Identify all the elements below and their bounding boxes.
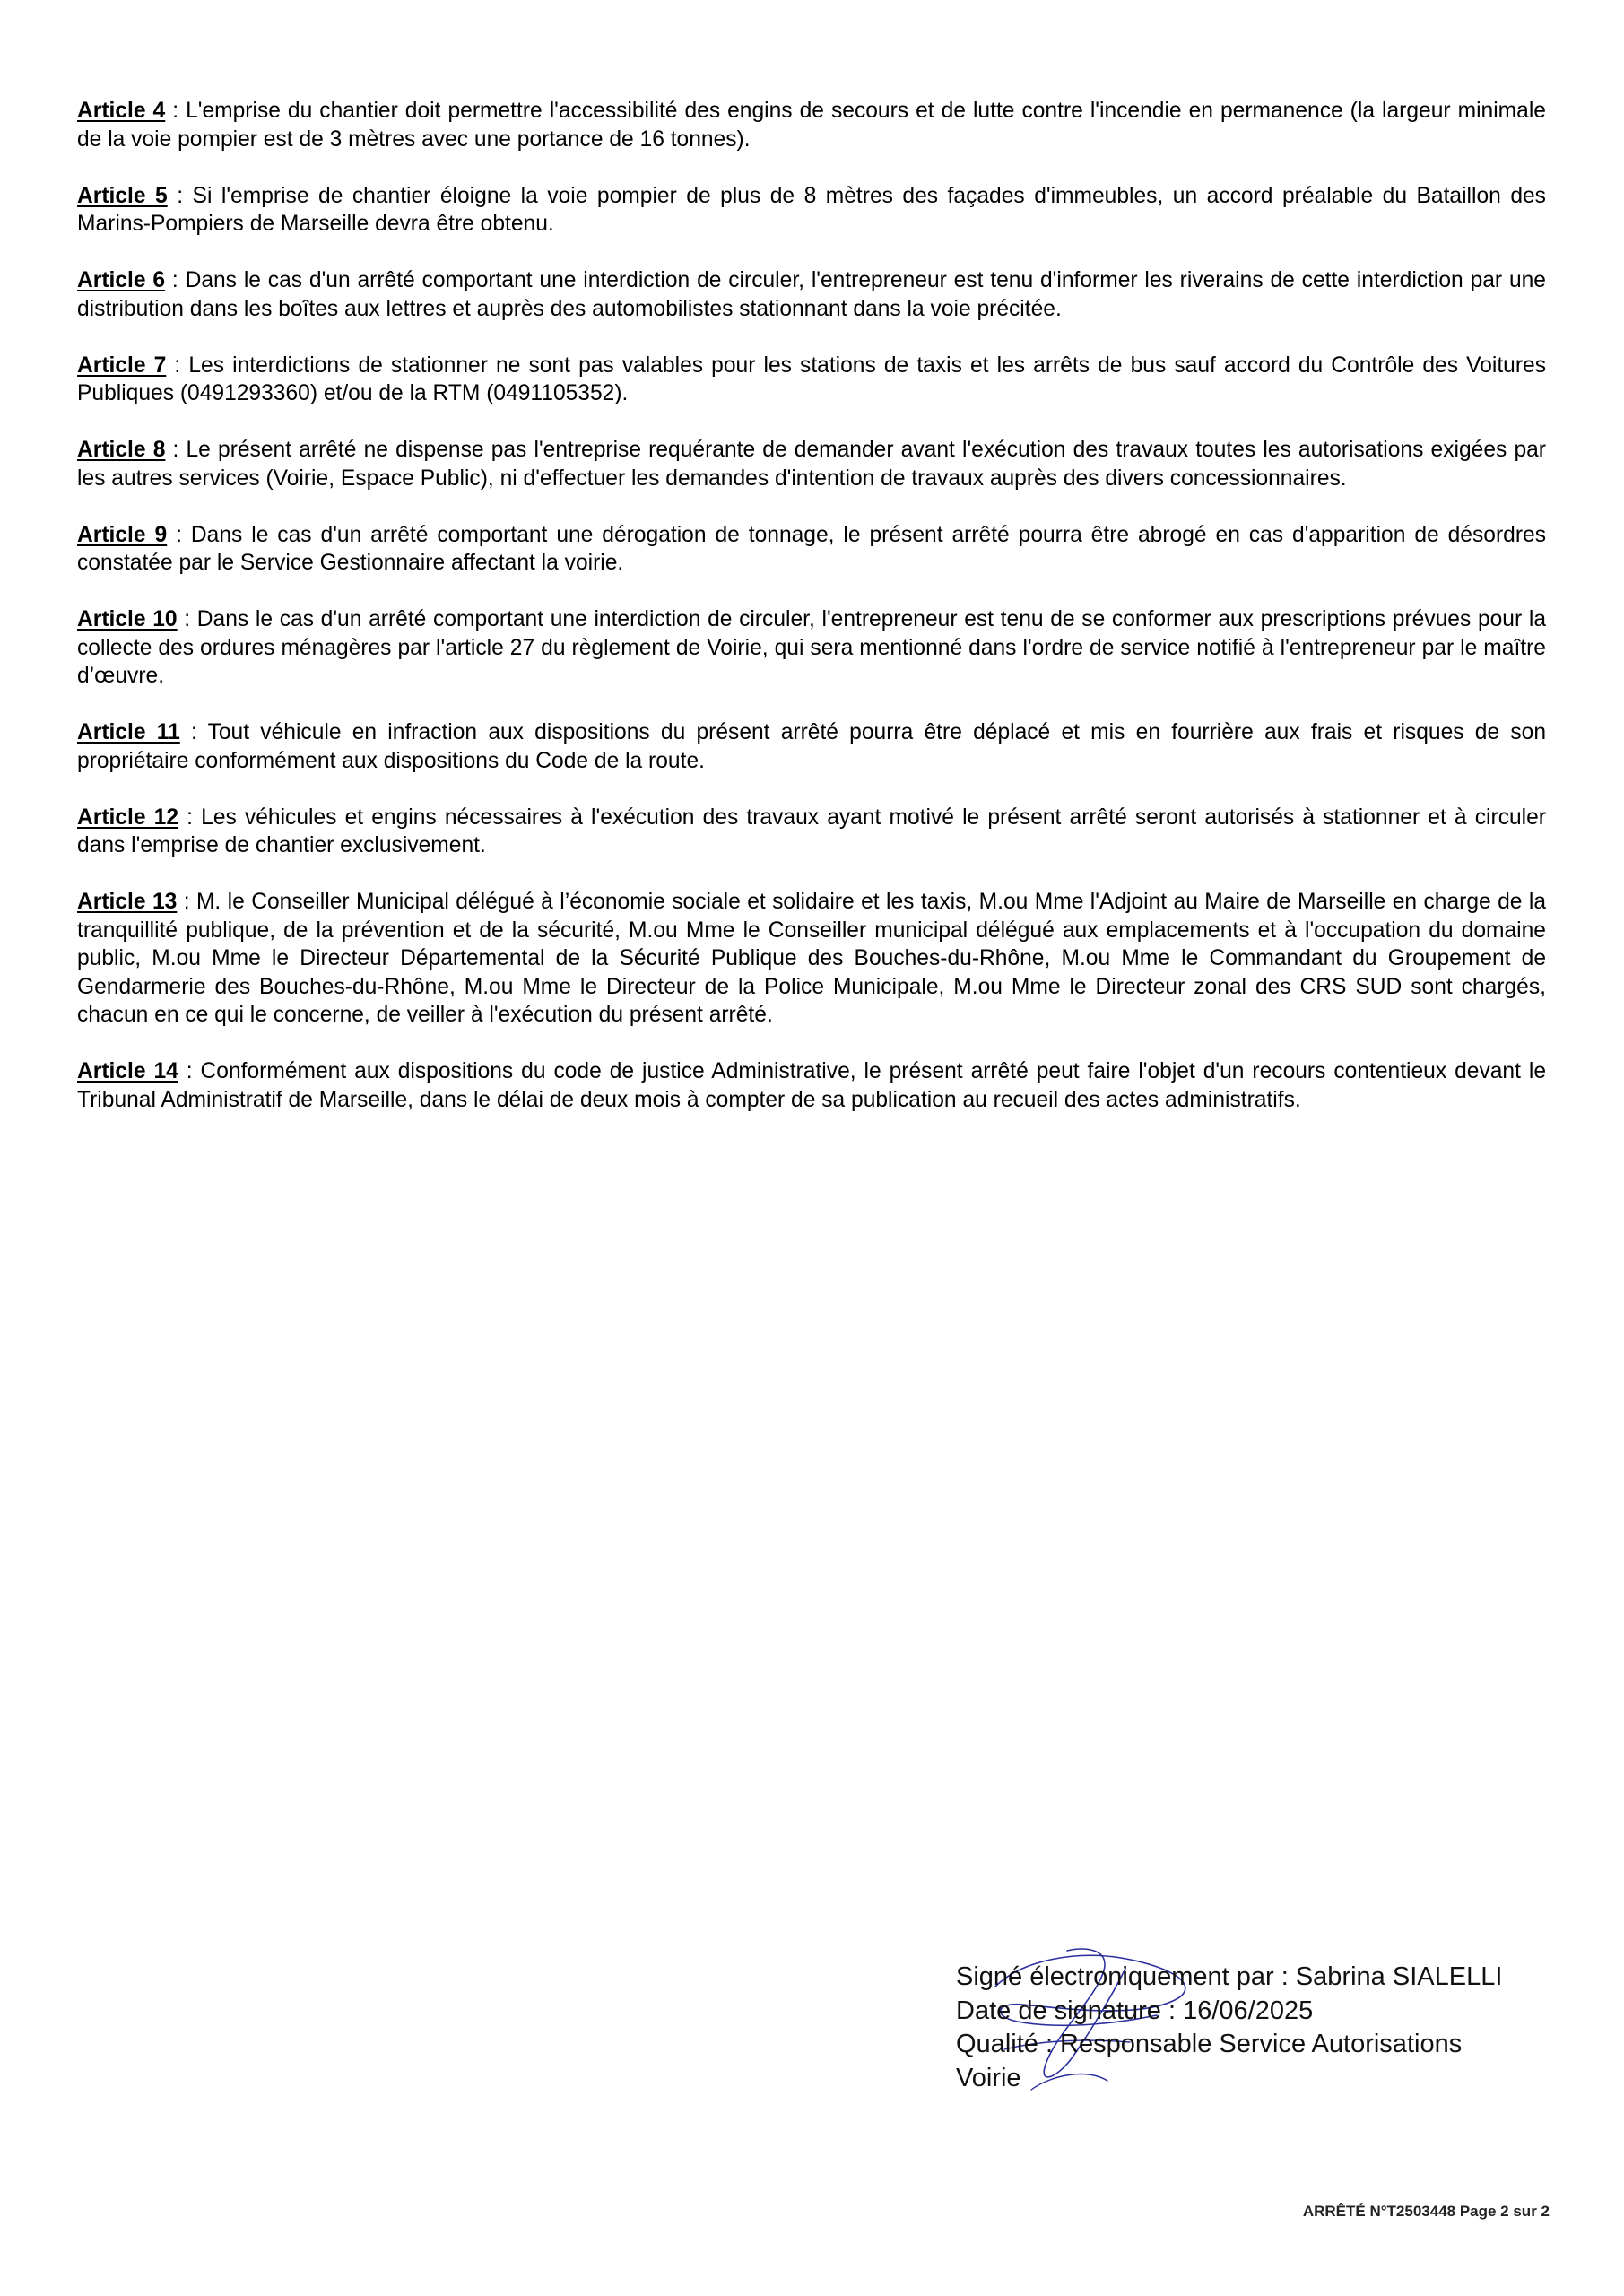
article-7 <box>77 352 1546 408</box>
article-text: : Tout véhicule en infraction aux dispositions du présent arrêté pourra être déplacé et mis en fourrière aux frais et risques de son propriétaire conformément aux dispositions du Code de la route. <box>77 720 1546 773</box>
article-text: : M. le Conseiller Municipal délégué à l’économie sociale et solidaire et les taxis, M.ou Mme l'Adjoint au Maire de Marseille en charge de la tranquillité publique, de la prévention et de la sécurité, M.ou Mme le Conseiller municipal délégué aux emplacements et à l'occupation du domaine public, M.ou Mme le Directeur Départemental de la Sécurité Publique des Bouches-du-Rhône, M.ou Mme le Commandant du Groupement de Gendarmerie des Bouches-du-Rhône, M.ou Mme le Directeur de la Police Municipale, M.ou Mme le Directeur zonal des CRS SUD sont chargés, chacun en ce qui le concerne, de veiller à l'exécution du présent arrêté. <box>77 890 1547 1027</box>
article-11 <box>77 718 1546 775</box>
article-title: Article 13 <box>77 890 178 914</box>
article-title: Article 12 <box>77 804 179 830</box>
article-5 <box>77 182 1546 239</box>
article-text: : L'emprise du chantier doit permettre l'accessibilité des engins de secours et de lutte contre l'incendie en permanence (la largeur minimale de la voie pompier est de 3 mètres avec une portance de 16 tonnes). <box>77 99 1546 152</box>
article-text: : Dans le cas d'un arrêté comportant une interdiction de circuler, l'entrepreneur est tenu de se conformer aux prescriptions prévues pour la collecte des ordures ménagères par l'article 27 du règlement de Voirie, qui sera mentionné dans l'ordre de service notifié à l'entrepreneur par le maître d’œuvre. <box>77 607 1546 688</box>
article-text: : Conformément aux dispositions du code de justice Administrative, le présent arrêté peut faire l'objet d'un recours contentieux devant le Tribunal Administratif de Marseille, dans le délai de deux mois à compter de sa publication au recueil des actes administratifs. <box>77 1059 1547 1112</box>
article-4 <box>77 97 1546 153</box>
article-text: : Dans le cas d'un arrêté comportant une interdiction de circuler, l'entrepreneur est tenu d'informer les riverains de cette interdiction par une distribution dans les boîtes aux lettres et auprès des automobilistes stationnant dans la voie précitée. <box>77 268 1546 321</box>
article-title: Article 8 <box>77 438 166 462</box>
article-title: Article 9 <box>77 522 168 547</box>
article-10 <box>77 605 1546 691</box>
article-12 <box>77 804 1546 860</box>
signer-quality-line-cont: Voirie <box>956 2063 1021 2092</box>
page-footer-reference: ARRÊTÉ N°T2503448 Page 2 sur 2 <box>1302 2203 1550 2220</box>
article-text: : Le présent arrêté ne dispense pas l'entreprise requérante de demander avant l'exécution des travaux toutes les autorisations exigées par les autres services (Voirie, Espace Public), ni d'effectuer les demandes d'intention de travaux auprès des divers concessionnaires. <box>77 438 1546 491</box>
article-text: : Les véhicules et engins nécessaires à l'exécution des travaux ayant motivé le présent arrêté seront autorisés à stationner et à circuler dans l'emprise de chantier exclusivement. <box>77 804 1546 857</box>
article-14 <box>77 1057 1546 1114</box>
article-13 <box>77 888 1546 1030</box>
article-title: Article 4 <box>77 99 166 123</box>
article-title: Article 7 <box>77 352 167 378</box>
article-title: Article 14 <box>77 1059 178 1083</box>
article-6 <box>77 266 1546 323</box>
signature-block <box>956 1961 1584 2095</box>
article-8 <box>77 436 1546 492</box>
article-title: Article 5 <box>77 183 168 208</box>
article-title: Article 11 <box>77 720 180 744</box>
articles-section <box>77 97 1546 1143</box>
article-title: Article 10 <box>77 607 178 631</box>
signature-date-line: Date de signature : 16/06/2025 <box>956 1996 1314 2025</box>
article-text: : Dans le cas d'un arrêté comportant une dérogation de tonnage, le présent arrêté pourra être abrogé en cas d'apparition de désordres constatée par le Service Gestionnaire affectant la voirie. <box>77 522 1546 575</box>
article-title: Article 6 <box>77 268 166 292</box>
signer-quality-line: Qualité : Responsable Service Autorisations <box>956 2030 1463 2058</box>
article-text: : Si l'emprise de chantier éloigne la voie pompier de plus de 8 mètres des façades d'immeubles, un accord préalable du Bataillon des Marins-Pompiers de Marseille devra être obtenu. <box>77 183 1546 236</box>
article-9 <box>77 521 1546 578</box>
signed-by-line: Signé électroniquement par : Sabrina SIALELLI <box>956 1962 1503 1991</box>
article-text: : Les interdictions de stationner ne sont pas valables pour les stations de taxis et les arrêts de bus sauf accord du Contrôle des Voitures Publiques (0491293360) et/ou de la RTM (0491105352). <box>77 352 1546 405</box>
